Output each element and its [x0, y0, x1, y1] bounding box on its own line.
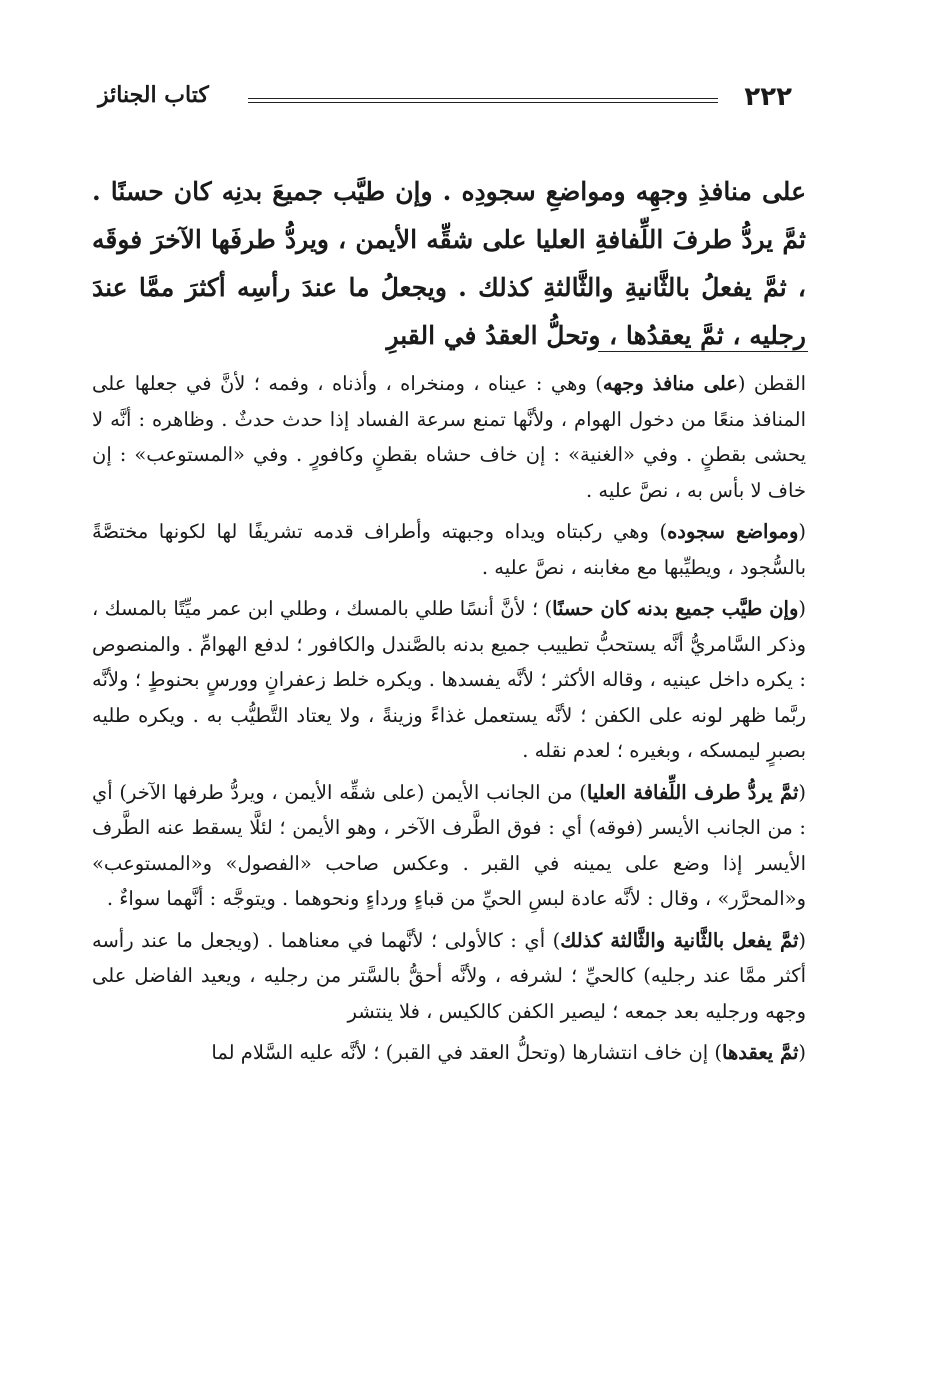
commentary	[92, 366, 806, 1077]
commentary-paragraph: (وإن طيَّب جميع بدنه كان حسنًا) ؛ لأنَّ أنسًا طلي بالمسك ، وطلي ابن عمر ميِّتًا بالمسك ، وذكر السَّامريُّ أنَّه يستحبُّ تطييب جميع بدنه بالصَّندل والكافور ؛ لدفع الهوامِّ . والمنصوص : يكره داخل عينيه ، وقاله الأكثر ؛ لأنَّه يفسدها . ويكره خلط زعفرانٍ وورسٍ بحنوطٍ ؛ ولأنَّه ربَّما ظهر لونه على الكفن ؛ لأنَّه يستعمل غذاءً وزينةً ، ولا يعتاد التَّطيُّب به . ويكره طليه بصبرٍ ليمسكه ، وبغيره ؛ لعدم نقله .	[92, 597, 806, 762]
main-text-paragraph: على منافذِ وجهِه ومواضعِ سجودِه . وإن طيَّب جميعَ بدنِه كان حسنًا . ثمَّ يردُّ طرفَ اللِّفافةِ العليا على شقِّه الأيمن ، ويردُّ طرفَها الآخرَ فوقَه ، ثمَّ يفعلُ بالثَّانيةِ والثَّالثةِ كذلك . ويجعلُ ما عندَ رأسِه أكثرَ ممَّا عندَ رجليه ، ثمَّ يعقدُها ، وتحلُّ العقدُ في القبرِ	[92, 177, 806, 350]
page-header	[98, 82, 798, 118]
commentary-paragraph: (ثمَّ يردُّ طرف اللِّفافة العليا) من الجانب الأيمن (على شقِّه الأيمن ، ويردُّ طرفها الآخر) أي : من الجانب الأيسر (فوقه) أي : فوق الطَّرف الآخر ، وهو الأيمن ؛ لئلَّا يسقط عنه الطَّرف الأيسر إذا وضع على يمينه في القبر . وعكس صاحب «الفصول» و«المستوعب» و«المحرَّر» ، وقال : لأنَّه عادة لبسِ الحيِّ من قباءٍ ورداءٍ ونحوهما . ويتوجَّه : أنَّهما سواءٌ .	[92, 780, 807, 910]
quoted-matn: وإن طيَّب جميع بدنه كان حسنًا	[552, 597, 799, 620]
main-text	[92, 168, 806, 360]
quoted-matn: ثمَّ يردُّ طرف اللِّفافة العليا	[586, 780, 799, 804]
page-number: ٢٢٢	[744, 82, 792, 112]
header-rule	[248, 98, 718, 103]
quoted-matn: ثمَّ يعقدها	[722, 1041, 799, 1064]
running-title: كتاب الجنائز	[98, 82, 209, 108]
commentary-paragraph: (ثمَّ يعقدها) إن خاف انتشارها (وتحلُّ العقد في القبر) ؛ لأنَّه عليه السَّلام لما	[211, 1041, 806, 1064]
main-text-rule	[598, 351, 808, 352]
commentary-paragraph: (ومواضع سجوده) وهي ركبتاه ويداه وجبهته وأطراف قدمه تشريفًا لها لكونها مختصَّةً بالسُّجود ، ويطيِّبها مع مغابنه ، نصَّ عليه .	[92, 520, 806, 579]
quoted-matn: على منافذ وجهه	[602, 372, 738, 395]
quoted-matn: ثمَّ يفعل بالثَّانية والثَّالثة كذلك	[560, 928, 799, 952]
quoted-matn: ومواضع سجوده	[667, 520, 799, 543]
commentary-paragraph: القطن (على منافذ وجهه) وهي : عيناه ، ومنخراه ، وأذناه ، وفمه ؛ لأنَّ في جعلها على المنافذ منعًا من دخول الهوام ، ولأنَّها تمنع سرعة الفساد إذا حدث حدثٌ . وظاهره : أنَّه لا يحشى بقطنٍ . وفي «الغنية» : إن خاف حشاه بقطنٍ وكافورٍ . وفي «المستوعب» : إن خاف لا بأس به ، نصَّ عليه .	[92, 372, 806, 502]
commentary-paragraph: (ثمَّ يفعل بالثَّانية والثَّالثة كذلك) أي : كالأولى ؛ لأنَّهما في معناهما . (ويجعل ما عند رأسه أكثر ممَّا عند رجليه) كالحيِّ ؛ لشرفه ، ولأنَّه أحقُّ بالسَّتر من رجليه ، ويعيد الفاضل على وجهه ورجليه بعد جمعه ؛ ليصير الكفن كالكيس ، فلا ينتشر	[92, 928, 806, 1023]
